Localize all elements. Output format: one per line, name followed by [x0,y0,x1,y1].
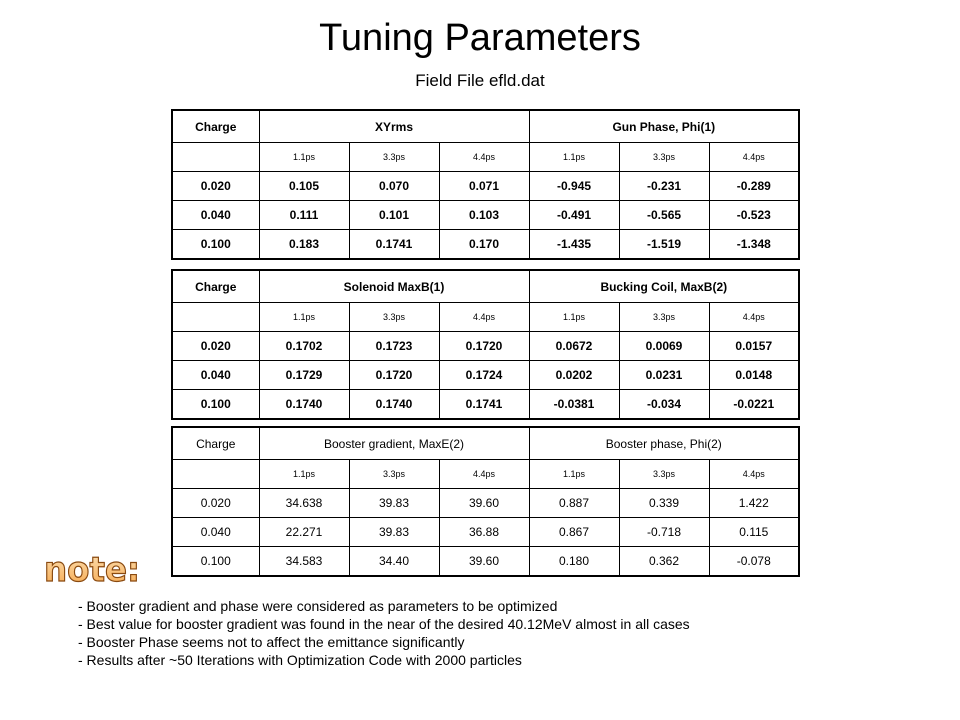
charge-header: Charge [172,110,259,143]
value-cell: -0.491 [529,201,619,230]
value-cell: -0.523 [709,201,799,230]
empty-cell [172,143,259,172]
subheader-cell: 1.1ps [529,143,619,172]
charge-cell: 0.040 [172,518,259,547]
subheader-cell: 3.3ps [619,303,709,332]
subheader-cell: 1.1ps [529,303,619,332]
value-cell: 0.1724 [439,361,529,390]
booster-gradient-header: Booster gradient, MaxE(2) [259,427,529,460]
subheader-cell: 1.1ps [259,460,349,489]
value-cell: 0.0231 [619,361,709,390]
table-row [172,230,799,260]
charge-header: Charge [172,270,259,303]
solenoid-header: Solenoid MaxB(1) [259,270,529,303]
xyrms-header: XYrms [259,110,529,143]
note-label-text: note: [44,550,140,588]
value-cell: -0.078 [709,547,799,577]
subheader-cell: 4.4ps [439,143,529,172]
value-cell: 0.1740 [349,390,439,420]
subheader-cell: 4.4ps [709,303,799,332]
subheader-cell: 4.4ps [709,460,799,489]
subheader-cell: 4.4ps [439,303,529,332]
empty-cell [172,460,259,489]
gun-phase-header: Gun Phase, Phi(1) [529,110,799,143]
value-cell: 0.1723 [349,332,439,361]
table-row [172,172,799,201]
value-cell: -0.945 [529,172,619,201]
value-cell: -1.435 [529,230,619,260]
note-item: - Best value for booster gradient was found in the near of the desired 40.12MeV almost in all cases [78,616,690,632]
note-item: - Booster Phase seems not to affect the emittance significantly [78,634,465,650]
value-cell: 0.170 [439,230,529,260]
value-cell: 0.1720 [439,332,529,361]
value-cell: 0.180 [529,547,619,577]
field-file-subtitle: Field File efld.dat [415,71,545,90]
value-cell: 0.0069 [619,332,709,361]
solenoid-bucking-coil-table [171,269,800,420]
value-cell: 0.362 [619,547,709,577]
value-cell: -0.289 [709,172,799,201]
value-cell: 0.1741 [349,230,439,260]
value-cell: 0.105 [259,172,349,201]
value-cell: -0.0381 [529,390,619,420]
value-cell: 36.88 [439,518,529,547]
subheader-cell: 1.1ps [259,303,349,332]
value-cell: 0.0157 [709,332,799,361]
value-cell: 0.867 [529,518,619,547]
value-cell: 0.1741 [439,390,529,420]
subheader-cell: 3.3ps [619,143,709,172]
subheader-cell: 4.4ps [709,143,799,172]
value-cell: -0.565 [619,201,709,230]
subheader-cell: 1.1ps [529,460,619,489]
note-item: - Results after ~50 Iterations with Optimization Code with 2000 particles [78,652,522,668]
value-cell: 0.1720 [349,361,439,390]
slide-title: Tuning Parameters [319,17,641,59]
charge-cell: 0.040 [172,361,259,390]
charge-cell: 0.100 [172,230,259,260]
value-cell: 39.60 [439,489,529,518]
charge-cell: 0.100 [172,547,259,577]
table-row [172,518,799,547]
xyrms-gun-phase-table [171,109,800,260]
value-cell: 0.070 [349,172,439,201]
table-row [172,489,799,518]
value-cell: 0.071 [439,172,529,201]
charge-cell: 0.100 [172,390,259,420]
notes-list [78,597,938,669]
booster-table [171,426,800,577]
value-cell: 0.111 [259,201,349,230]
booster-phase-header: Booster phase, Phi(2) [529,427,799,460]
value-cell: 34.583 [259,547,349,577]
value-cell: -0.231 [619,172,709,201]
note-wordart-label [42,548,142,588]
value-cell: 0.1740 [259,390,349,420]
table-row [172,390,799,420]
value-cell: -0.718 [619,518,709,547]
value-cell: 0.183 [259,230,349,260]
charge-cell: 0.020 [172,332,259,361]
value-cell: -1.348 [709,230,799,260]
value-cell: 39.60 [439,547,529,577]
value-cell: 0.101 [349,201,439,230]
value-cell: 0.1702 [259,332,349,361]
value-cell: 0.0148 [709,361,799,390]
value-cell: 34.40 [349,547,439,577]
table-row [172,332,799,361]
value-cell: 1.422 [709,489,799,518]
subheader-cell: 1.1ps [259,143,349,172]
value-cell: 34.638 [259,489,349,518]
value-cell: 39.83 [349,489,439,518]
subheader-row [172,303,799,332]
table-row [172,547,799,577]
value-cell: -0.034 [619,390,709,420]
subheader-cell: 4.4ps [439,460,529,489]
header-row [172,427,799,460]
value-cell: -1.519 [619,230,709,260]
charge-cell: 0.020 [172,489,259,518]
value-cell: 0.1729 [259,361,349,390]
subheader-row [172,460,799,489]
value-cell: 0.103 [439,201,529,230]
subheader-cell: 3.3ps [349,143,439,172]
subheader-cell: 3.3ps [619,460,709,489]
charge-cell: 0.040 [172,201,259,230]
value-cell: 22.271 [259,518,349,547]
table-row [172,361,799,390]
table-row [172,201,799,230]
bucking-coil-header: Bucking Coil, MaxB(2) [529,270,799,303]
note-item: - Booster gradient and phase were considered as parameters to be optimized [78,598,558,614]
value-cell: 0.115 [709,518,799,547]
header-row [172,110,799,143]
value-cell: 0.339 [619,489,709,518]
charge-header: Charge [172,427,259,460]
value-cell: 0.0672 [529,332,619,361]
value-cell: 0.0202 [529,361,619,390]
empty-cell [172,303,259,332]
value-cell: 0.887 [529,489,619,518]
value-cell: 39.83 [349,518,439,547]
header-row [172,270,799,303]
value-cell: -0.0221 [709,390,799,420]
charge-cell: 0.020 [172,172,259,201]
subheader-row [172,143,799,172]
subheader-cell: 3.3ps [349,303,439,332]
subheader-cell: 3.3ps [349,460,439,489]
